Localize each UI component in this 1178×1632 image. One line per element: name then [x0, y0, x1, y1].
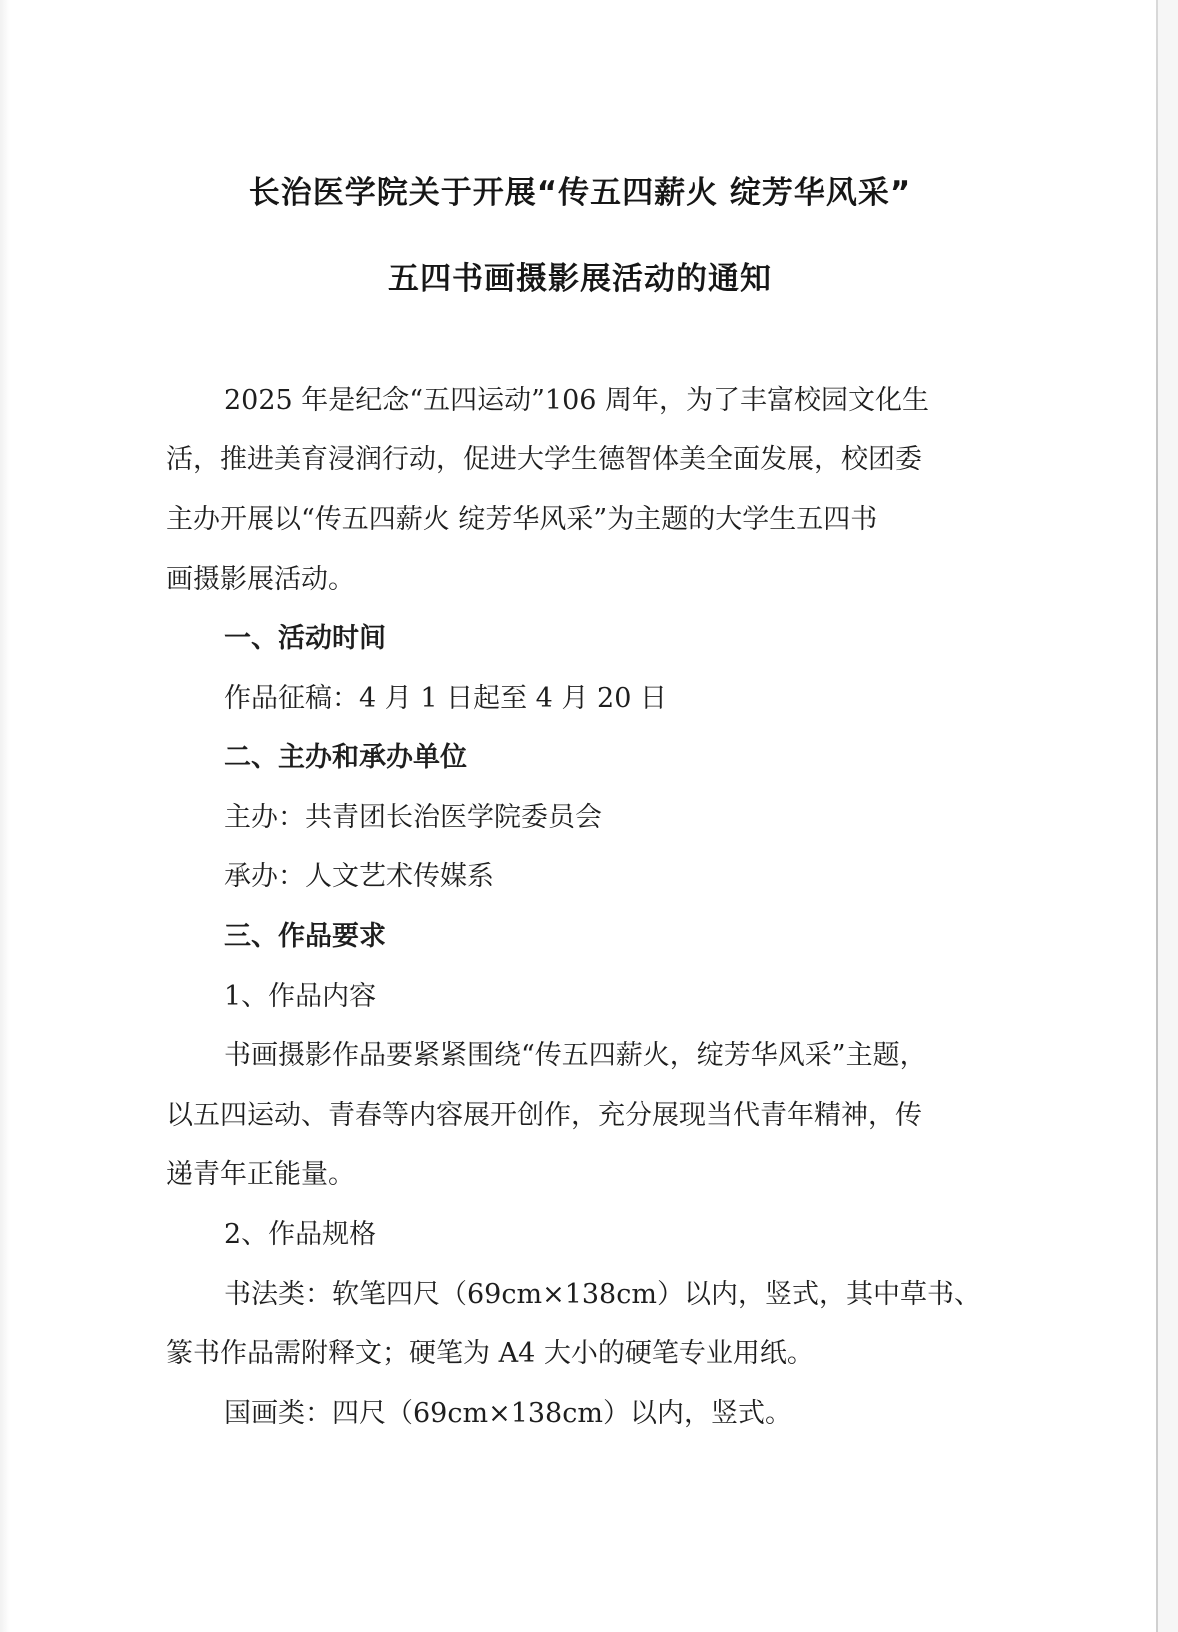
- calligraphy-line-2: 篆书作品需附释文；硬笔为 A4 大小的硬笔专业用纸。: [166, 1338, 814, 1369]
- intro-line-3: 主办开展以“传五四薪火 绽芳华风采”为主题的大学生五四书: [166, 504, 878, 535]
- calligraphy-line-1: 书法类：软笔四尺（69cm×138cm）以内，竖式，其中草书、: [224, 1279, 981, 1310]
- section-1-heading: 一、活动时间: [224, 623, 386, 654]
- item-1-title: 1、作品内容: [224, 981, 377, 1012]
- painting-line: 国画类：四尺（69cm×138cm）以内，竖式。: [224, 1398, 792, 1429]
- item-1-body-line-3: 递青年正能量。: [166, 1159, 355, 1190]
- intro-line-2: 活，推进美育浸润行动，促进大学生德智体美全面发展，校团委: [166, 444, 922, 475]
- intro-line-1: 2025 年是纪念“五四运动”106 周年，为了丰富校园文化生: [224, 385, 930, 416]
- item-1-body-line-2: 以五四运动、青春等内容展开创作，充分展现当代青年精神，传: [166, 1100, 922, 1131]
- item-1-body-line-1: 书画摄影作品要紧紧围绕“传五四薪火，绽芳华风采”主题，: [224, 1040, 927, 1071]
- page-right-margin: [1158, 0, 1178, 1632]
- page-left-shadow: [0, 0, 10, 1632]
- intro-line-4: 画摄影展活动。: [166, 564, 355, 595]
- page-right-edge: [1156, 0, 1158, 1632]
- section-3-heading: 三、作品要求: [224, 921, 386, 952]
- document-title-line-1: 长治医学院关于开展“传五四薪火 绽芳华风采”: [248, 175, 912, 211]
- section-2-heading: 二、主办和承办单位: [224, 742, 467, 773]
- document-title-line-2: 五四书画摄影展活动的通知: [388, 261, 772, 297]
- section-1-body: 作品征稿：4 月 1 日起至 4 月 20 日: [224, 683, 667, 714]
- organizer-line: 承办：人文艺术传媒系: [224, 861, 494, 892]
- item-2-title: 2、作品规格: [224, 1219, 377, 1250]
- host-line: 主办：共青团长治医学院委员会: [224, 802, 602, 833]
